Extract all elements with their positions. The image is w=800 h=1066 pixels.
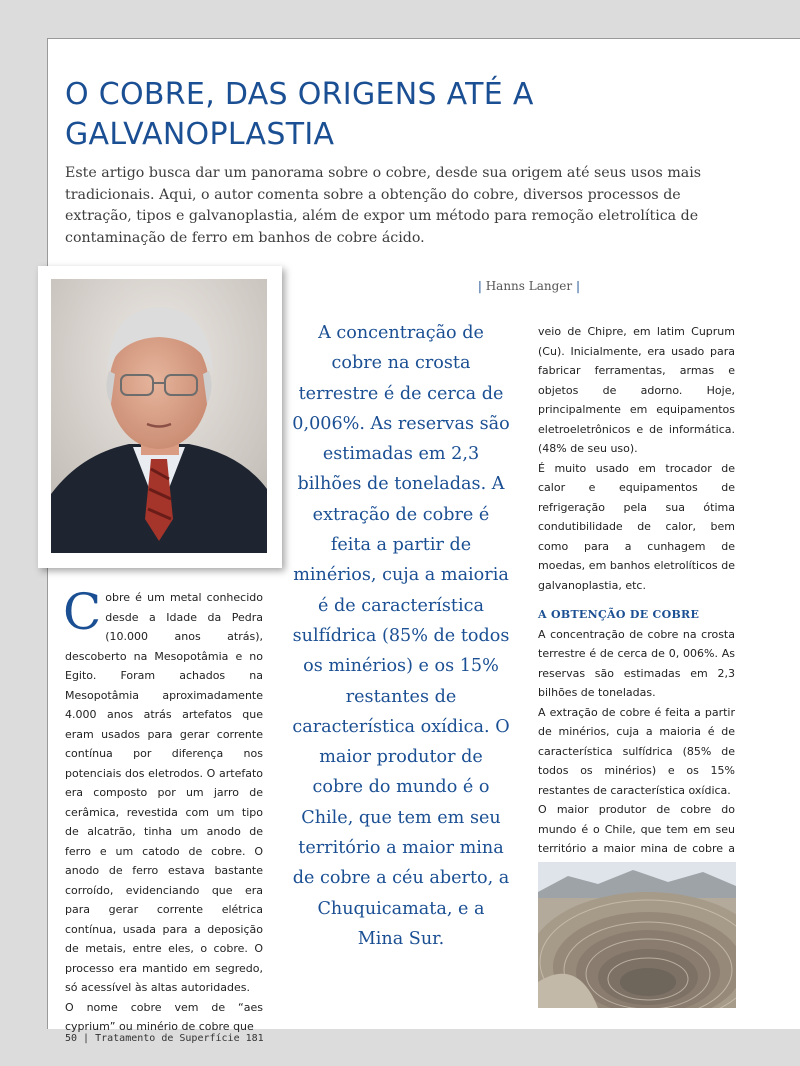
section-heading: A OBTENÇÃO DE COBRE — [538, 608, 700, 621]
body-column-right — [538, 322, 735, 878]
body-paragraph-text: obre é um metal conhecido desde a Idade da Pedra (10.000 anos atrás), descoberto na Mesopotâmia e no Egito. Foram achados na Mesopotâmia aproximadamente 4.000 anos atrás artefatos que eram usados para gerar corrente contínua por diferença nos potenciais dos eletrodos. O artefato era composto por um jarro de cerâmica, revestida com um tipo de alcatrão, tinha um anodo de ferro e um catodo de cobre. O anodo de ferro estava bastante corroído, evidenciando que era para gerar corrente elétrica contínua, usada para a deposição de metais, entre eles, o cobre. O processo era mantido em segredo, só acessível às altas autoridades. — [65, 591, 263, 994]
author-byline — [460, 279, 580, 293]
article-lead: Este artigo busca dar um panorama sobre o cobre, desde sua origem até seus usos mais tradicionais. Aqui, o autor comenta sobre a obtenção do cobre, diversos processos de extração, tipos e galvanoplastia, além de expor um método para remoção eletrolítica de contaminação de ferro em banhos de cobre ácido. — [65, 165, 702, 246]
page-footer: 50 | Tratamento de Superfície 181 — [65, 1033, 264, 1044]
body-paragraph: veio de Chipre, em latim Cuprum (Cu). Inicialmente, era usado para fabricar ferramentas, armas e objetos de adorno. Hoje, principalmente em equipamentos eletroeletrônicos e de informática. (48% de seu uso). — [538, 325, 735, 455]
body-paragraph: É muito usado em trocador de calor e equipamentos de refrigeração pela sua ótima condutibilidade de calor, bem como para a cunhagem de moedas, em banhos eletrolíticos de galvanoplastia, etc. — [538, 461, 735, 592]
body-paragraph — [63, 583, 263, 998]
pull-quote: A concentração de cobre na crosta terrestre é de cerca de 0,006%. As reservas são estimadas em 2,3 bilhões de toneladas. A extração de cobre é feita a partir de minérios, cuja a maioria é de característica sulfídrica (85% de todos os minérios) e os 15% restantes de característica oxídica. O maior produtor de cobre do mundo é o Chile, que tem em seu território a maior mina de cobre a céu aberto, a Chuquicamata, e a Mina Sur. — [292, 323, 510, 949]
body-paragraph: A concentração de cobre na crosta terrestre é de cerca de 0, 006%. As reservas são estimadas em 2,3 bilhões de toneladas. — [538, 627, 735, 699]
author-photo — [51, 279, 267, 553]
open-pit-mine-photo — [538, 862, 736, 1008]
body-paragraph: O nome cobre vem de “aes cyprium” ou minério de cobre que — [65, 1000, 263, 1033]
article-title: O COBRE, DAS ORIGENS ATÉ A GALVANOPLASTIA — [65, 77, 534, 152]
drop-cap: C — [63, 583, 102, 641]
byline-bar-left: | — [477, 279, 482, 293]
author-name: Hanns Langer — [485, 279, 573, 293]
body-paragraph: O maior produtor de cobre do mundo é o Chile, que tem em seu território a maior mina de cobre a — [538, 803, 735, 855]
body-paragraph: A extração de cobre é feita a partir de minérios, cuja a maioria é de característica sulfídrica (85% de todos os minérios) e os 15% restantes de característica oxídica. — [538, 705, 735, 797]
byline-bar-right: | — [575, 279, 580, 293]
body-column-left — [63, 583, 263, 1037]
